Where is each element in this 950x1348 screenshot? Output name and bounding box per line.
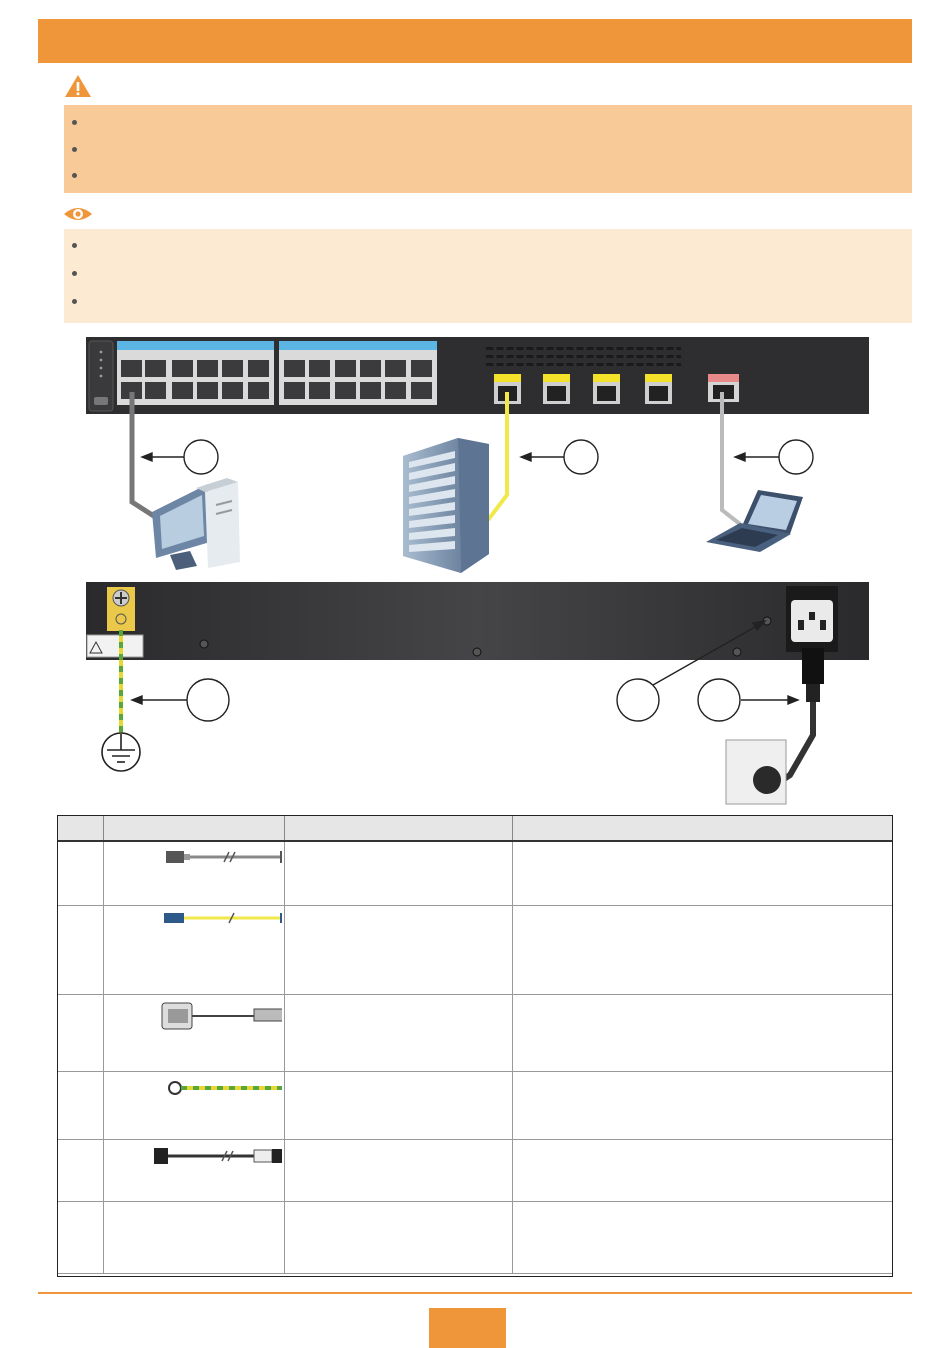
switch-front-panel — [86, 337, 869, 414]
server-rack-icon — [403, 438, 489, 573]
warranty-label — [87, 635, 143, 657]
notice-box — [64, 229, 912, 323]
eye-icon — [63, 205, 93, 223]
power-cable — [726, 648, 824, 804]
footer-line — [38, 1292, 912, 1294]
cable-table-border — [57, 815, 893, 1277]
notice-bullet-2 — [72, 271, 77, 276]
pc-icon — [152, 478, 240, 570]
cable-connection-diagram — [0, 330, 950, 810]
section-header-bar — [38, 19, 912, 63]
page-number-tab — [429, 1308, 506, 1348]
caution-box — [64, 105, 912, 193]
warning-triangle-icon — [64, 74, 92, 98]
ground-symbol-icon — [102, 733, 140, 771]
notice-bullet-1 — [72, 243, 77, 248]
notice-bullet-3 — [72, 299, 77, 304]
caution-bullet-3 — [72, 173, 77, 178]
caution-bullet-1 — [72, 120, 77, 125]
caution-bullet-2 — [72, 147, 77, 152]
switch-rear-panel — [86, 582, 869, 660]
power-socket — [791, 600, 833, 642]
